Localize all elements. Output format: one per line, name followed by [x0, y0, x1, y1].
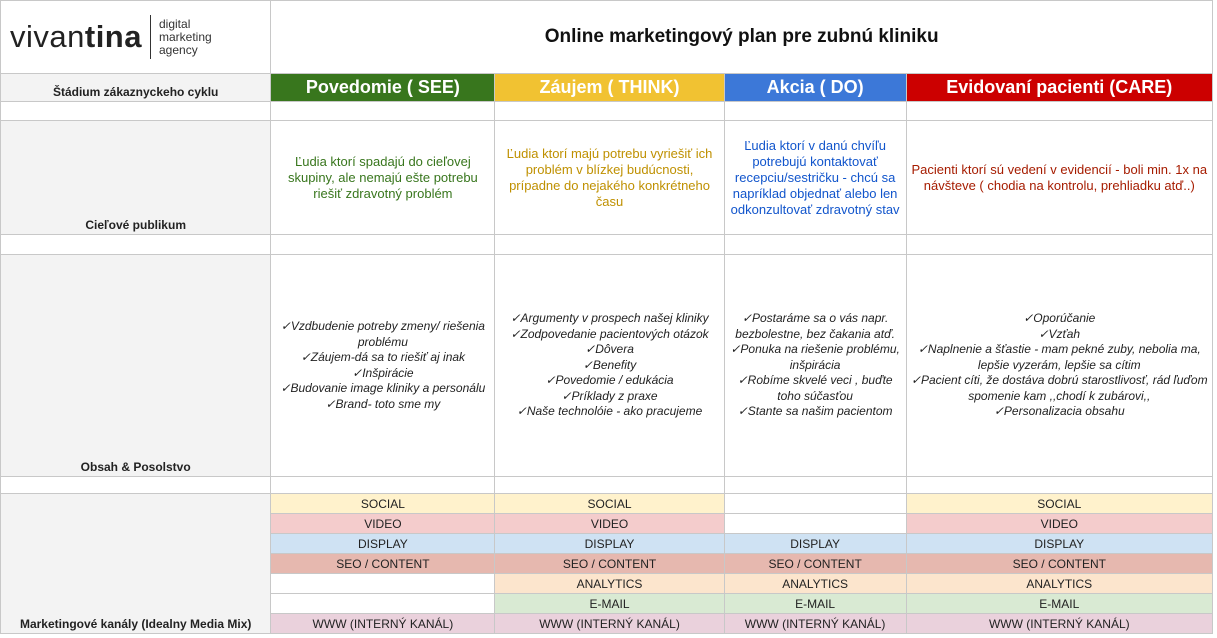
channel-empty [271, 574, 495, 594]
content-see: ✓Vzdbudenie potreby zmeny/ riešenia problému ✓Záujem-dá sa to riešiť aj inak ✓Inšpirácie ✓Budovanie image kliniky a personálu ✓Brand- toto sme my [271, 255, 495, 477]
logo-cell [1, 1, 271, 74]
channel-seo-think: SEO / CONTENT [495, 554, 724, 574]
channel-display-do: DISPLAY [724, 534, 906, 554]
stage-think: Záujem ( THINK) [495, 74, 724, 102]
channel-display-think: DISPLAY [495, 534, 724, 554]
content-care: ✓Oporúčanie ✓Vzťah ✓Naplnenie a šťastie - mam pekné zuby, nebolia ma, lepšie vyzerám, lepšie sa cítim ✓Pacient cíti, že dostáva dobrú starostlivosť, rád ľuďom spomenie kam ,,chodí k zubárovi,, ✓Personalizacia obsahu [906, 255, 1212, 477]
channel-seo-do: SEO / CONTENT [724, 554, 906, 574]
channel-social-think: SOCIAL [495, 494, 724, 514]
channel-social-see: SOCIAL [271, 494, 495, 514]
channel-email-care: E-MAIL [906, 594, 1212, 614]
channel-www-do: WWW (INTERNÝ KANÁL) [724, 614, 906, 634]
channel-seo-care: SEO / CONTENT [906, 554, 1212, 574]
channel-analytics-care: ANALYTICS [906, 574, 1212, 594]
audience-see: Ľudia ktorí spadajú do cieľovej skupiny, ale nemajú ešte potrebu riešiť zdravotný problém [271, 121, 495, 235]
channel-www-see: WWW (INTERNÝ KANÁL) [271, 614, 495, 634]
vivantina-logo: vivantina digital marketing agency [4, 15, 267, 59]
row-label-stage: Štádium zákaznyckeho cyklu [1, 74, 271, 102]
channel-display-see: DISPLAY [271, 534, 495, 554]
channel-empty [724, 514, 906, 534]
channel-display-care: DISPLAY [906, 534, 1212, 554]
audience-do: Ľudia ktorí v danú chvíľu potrebujú kontaktovať recepciu/sestričku - chcú sa napríklad objednať alebo len odkonzultovať zdravotný stav [724, 121, 906, 235]
row-label-content: Obsah & Posolstvo [1, 255, 271, 477]
stage-care: Evidovaní pacienti (CARE) [906, 74, 1212, 102]
channel-empty [271, 594, 495, 614]
content-think: ✓Argumenty v prospech našej kliniky ✓Zodpovedanie pacientových otázok ✓Dôvera ✓Benefity ✓Povedomie / edukácia ✓Príklady z praxe ✓Naše technolóie - ako pracujeme [495, 255, 724, 477]
channel-email-think: E-MAIL [495, 594, 724, 614]
channel-www-think: WWW (INTERNÝ KANÁL) [495, 614, 724, 634]
channel-video-care: VIDEO [906, 514, 1212, 534]
channel-seo-see: SEO / CONTENT [271, 554, 495, 574]
channel-video-see: VIDEO [271, 514, 495, 534]
row-label-channels: Marketingové kanály (Idealny Media Mix) [1, 494, 271, 634]
audience-care: Pacienti ktorí sú vedení v evidencií - boli min. 1x na návšteve ( chodia na kontrolu, prehliadku atď..) [906, 121, 1212, 235]
channel-analytics-think: ANALYTICS [495, 574, 724, 594]
sheet-title: Online marketingový plan pre zubnú kliniku [271, 1, 1213, 74]
stage-see: Povedomie ( SEE) [271, 74, 495, 102]
channel-www-care: WWW (INTERNÝ KANÁL) [906, 614, 1212, 634]
channel-video-think: VIDEO [495, 514, 724, 534]
channel-email-do: E-MAIL [724, 594, 906, 614]
stage-do: Akcia ( DO) [724, 74, 906, 102]
channel-empty [724, 494, 906, 514]
channel-social-care: SOCIAL [906, 494, 1212, 514]
content-do: ✓Postaráme sa o vás napr. bezbolestne, bez čakania atď. ✓Ponuka na riešenie problému, inšpirácia ✓Robíme skvelé veci , buďte toho súčasťou ✓Stante sa našim pacientom [724, 255, 906, 477]
row-label-audience: Cieľové publikum [1, 121, 271, 235]
audience-think: Ľudia ktorí majú potrebu vyriešiť ich problém v blízkej budúcnosti, prípadne do nejakého konkrétneho času [495, 121, 724, 235]
channel-analytics-do: ANALYTICS [724, 574, 906, 594]
